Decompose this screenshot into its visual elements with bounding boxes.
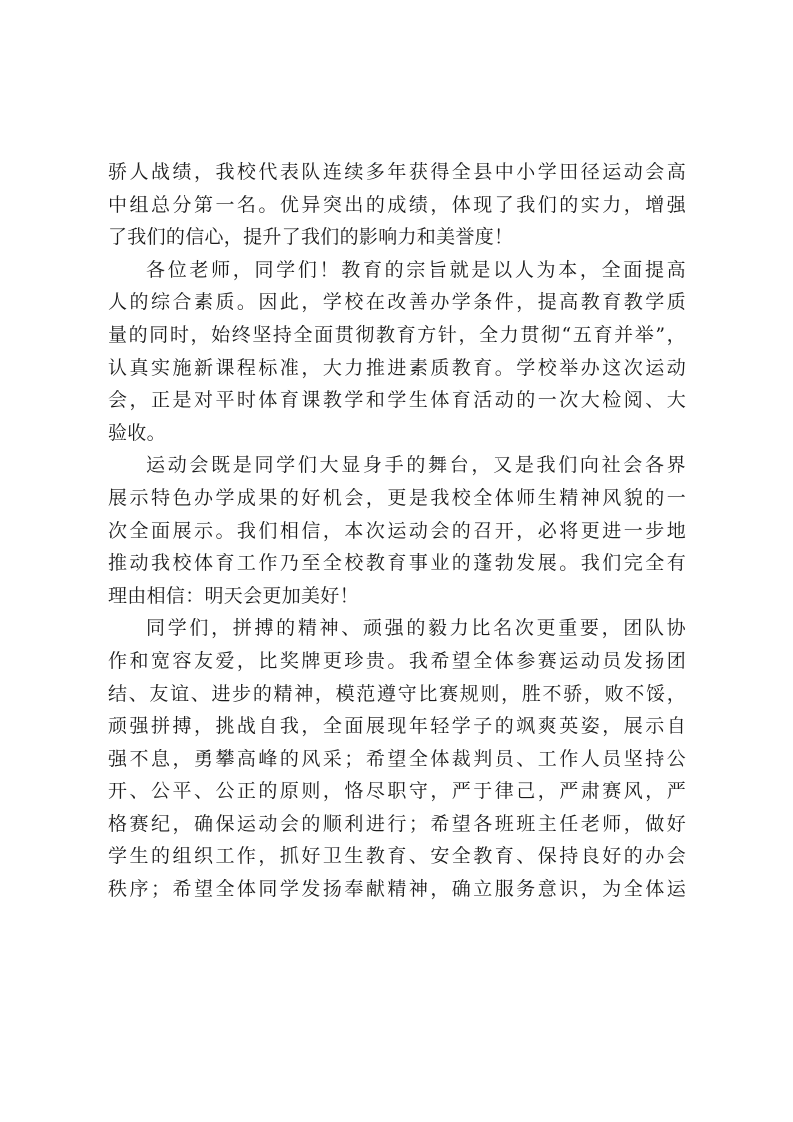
text-line: 会，正是对平时体育课教学和学生体育活动的一次大检阅、大 [108, 389, 686, 412]
text-line: 推动我校体育工作乃至全校教育事业的蓬勃发展。我们完全有 [108, 552, 686, 575]
text-line: 顽强拼搏，挑战自我，全面展现年轻学子的飒爽英姿，展示自 [108, 715, 686, 738]
text-line: 开、公平、公正的原则，恪尽职守，严于律己，严肃赛风，严 [108, 780, 686, 803]
text-line: 认真实施新课程标准，大力推进素质教育。学校举办这次运动 [108, 356, 686, 379]
text-line: 秩序；希望全体同学发扬奉献精神，确立服务意识，为全体运 [108, 878, 686, 901]
text-line: 中组总分第一名。优异突出的成绩，体现了我们的实力，增强 [108, 193, 686, 216]
text-line: 量的同时，始终坚持全面贯彻教育方针，全力贯彻“五育并举”， [108, 323, 686, 346]
text-line: 强不息，勇攀高峰的风采；希望全体裁判员、工作人员坚持公 [108, 747, 686, 770]
text-line: 理由相信：明天会更加美好！ [108, 584, 359, 607]
text-line: 展示特色办学成果的好机会，更是我校全体师生精神风貌的一 [108, 486, 686, 509]
text-line: 验收。 [108, 421, 166, 444]
text-line: 次全面展示。我们相信，本次运动会的召开，必将更进一步地 [108, 519, 686, 542]
speech-body-text [108, 156, 686, 906]
text-line: 了我们的信心，提升了我们的影响力和美誉度！ [108, 226, 514, 249]
text-line: 格赛纪，确保运动会的顺利进行；希望各班班主任老师，做好 [108, 812, 686, 835]
paragraph-first-line: 同学们，拼搏的精神、顽强的毅力比名次更重要，团队协 [146, 617, 686, 640]
text-line: 作和宽容友爱，比奖牌更珍贵。我希望全体参赛运动员发扬团 [108, 649, 686, 672]
text-line: 骄人战绩，我校代表队连续多年获得全县中小学田径运动会高 [108, 161, 686, 183]
text-line: 结、友谊、进步的精神，模范遵守比赛规则，胜不骄，败不馁， [108, 682, 686, 705]
paragraph-first-line: 各位老师，同学们！教育的宗旨就是以人为本，全面提高 [146, 258, 686, 281]
text-line: 学生的组织工作，抓好卫生教育、安全教育、保持良好的办会 [108, 845, 686, 868]
text-line: 人的综合素质。因此，学校在改善办学条件，提高教育教学质 [108, 291, 686, 314]
paragraph-first-line: 运动会既是同学们大显身手的舞台，又是我们向社会各界 [146, 454, 686, 477]
